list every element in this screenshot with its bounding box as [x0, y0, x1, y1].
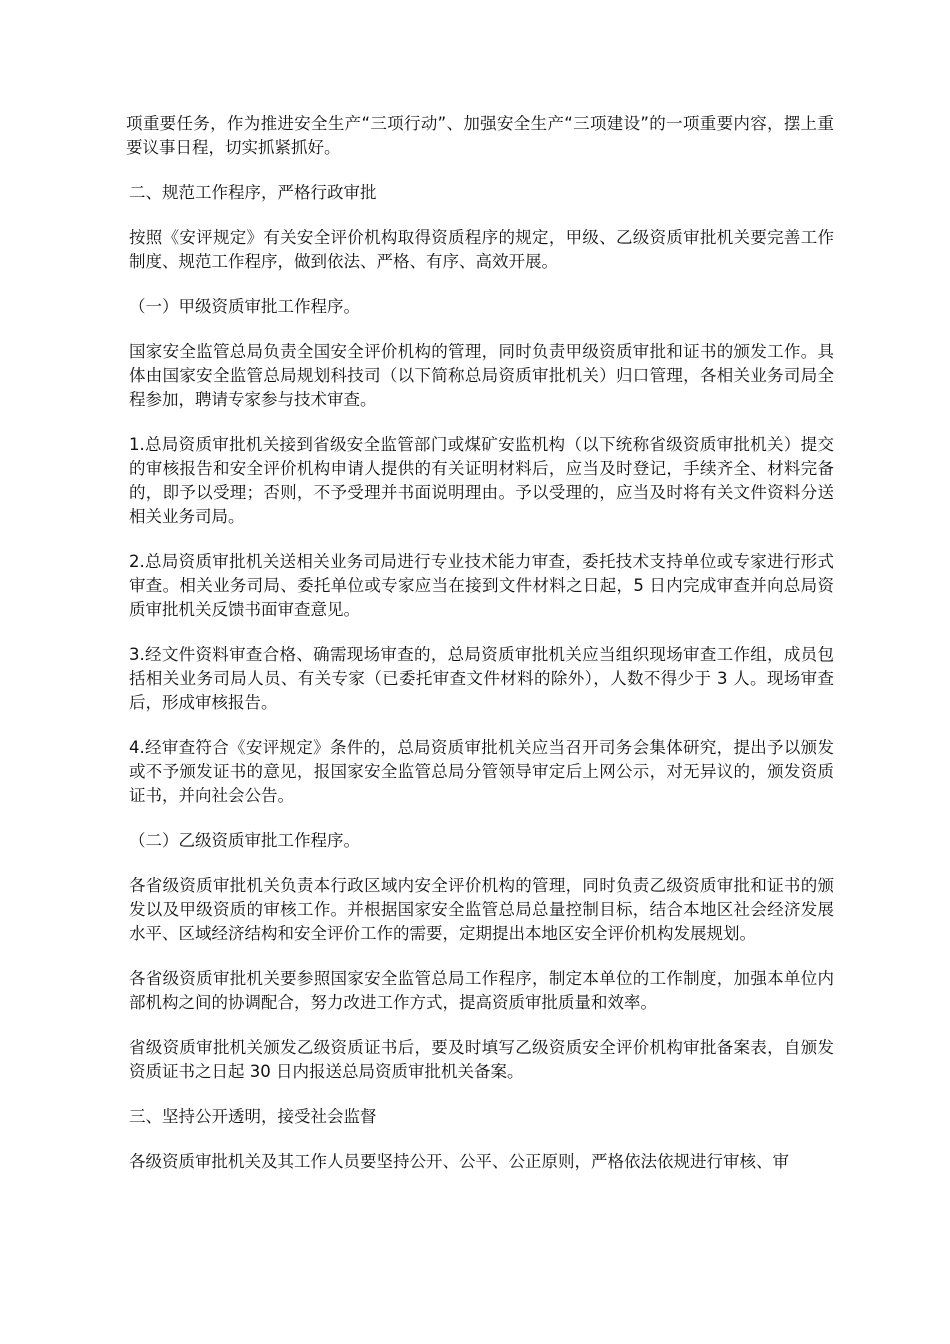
list-item-2: 2.总局资质审批机关送相关业务司局进行专业技术能力审查，委托技术支持单位或专家进行形式审查。相关业务司局、委托单位或专家应当在接到文件材料之日起，5 日内完成审查并向总局资质审批机关反馈书面审查意见。: [129, 552, 834, 619]
document-body: [126, 112, 834, 1195]
paragraph-truncated: 各级资质审批机关及其工作人员要坚持公开、公平、公正原则，严格依法依规进行审核、审: [129, 1152, 789, 1171]
section-heading-2: 二、规范工作程序，严格行政审批: [129, 183, 377, 202]
subsection-heading-2: （二）乙级资质审批工作程序。: [129, 831, 360, 850]
paragraph: 国家安全监管总局负责全国安全评价机构的管理，同时负责甲级资质审批和证书的颁发工作。具体由国家安全监管总局规划科技司（以下简称总局资质审批机关）归口管理，各相关业务司局全程参加，聘请专家参与技术审查。: [129, 342, 834, 409]
list-item-4: 4.经审查符合《安评规定》条件的，总局资质审批机关应当召开司务会集体研究，提出予以颁发或不予颁发证书的意见，报国家安全监管总局分管领导审定后上网公示，对无异议的，颁发资质证书，并向社会公告。: [129, 738, 834, 805]
paragraph: 各省级资质审批机关负责本行政区域内安全评价机构的管理，同时负责乙级资质审批和证书的颁发以及甲级资质的审核工作。并根据国家安全监管总局总量控制目标，结合本地区社会经济发展水平、区域经济结构和安全评价工作的需要，定期提出本地区安全评价机构发展规划。: [129, 876, 834, 943]
subsection-heading-1: （一）甲级资质审批工作程序。: [129, 297, 360, 316]
paragraph: 省级资质审批机关颁发乙级资质证书后，要及时填写乙级资质安全评价机构审批备案表，自颁发资质证书之日起 30 日内报送总局资质审批机关备案。: [129, 1038, 834, 1081]
paragraph: 各省级资质审批机关要参照国家安全监管总局工作程序，制定本单位的工作制度，加强本单位内部机构之间的协调配合，努力改进工作方式，提高资质审批质量和效率。: [129, 969, 834, 1012]
list-item-1: 1.总局资质审批机关接到省级安全监管部门或煤矿安监机构（以下统称省级资质审批机关）提交的审核报告和安全评价机构申请人提供的有关证明材料后，应当及时登记，手续齐全、材料完备的，即予以受理；否则，不予受理并书面说明理由。予以受理的，应当及时将有关文件资料分送相关业务司局。: [129, 435, 834, 526]
paragraph: 按照《安评规定》有关安全评价机构取得资质程序的规定，甲级、乙级资质审批机关要完善工作制度、规范工作程序，做到依法、严格、有序、高效开展。: [129, 228, 834, 271]
paragraph-continuation: 项重要任务，作为推进安全生产“三项行动”、加强安全生产“三项建设”的一项重要内容，摆上重要议事日程，切实抓紧抓好。: [126, 114, 834, 157]
section-heading-3: 三、坚持公开透明，接受社会监督: [129, 1107, 377, 1126]
list-item-3: 3.经文件资料审查合格、确需现场审查的，总局资质审批机关应当组织现场审查工作组，成员包括相关业务司局人员、有关专家（已委托审查文件材料的除外），人数不得少于 3 人。现场审查后，形成审核报告。: [129, 645, 834, 712]
